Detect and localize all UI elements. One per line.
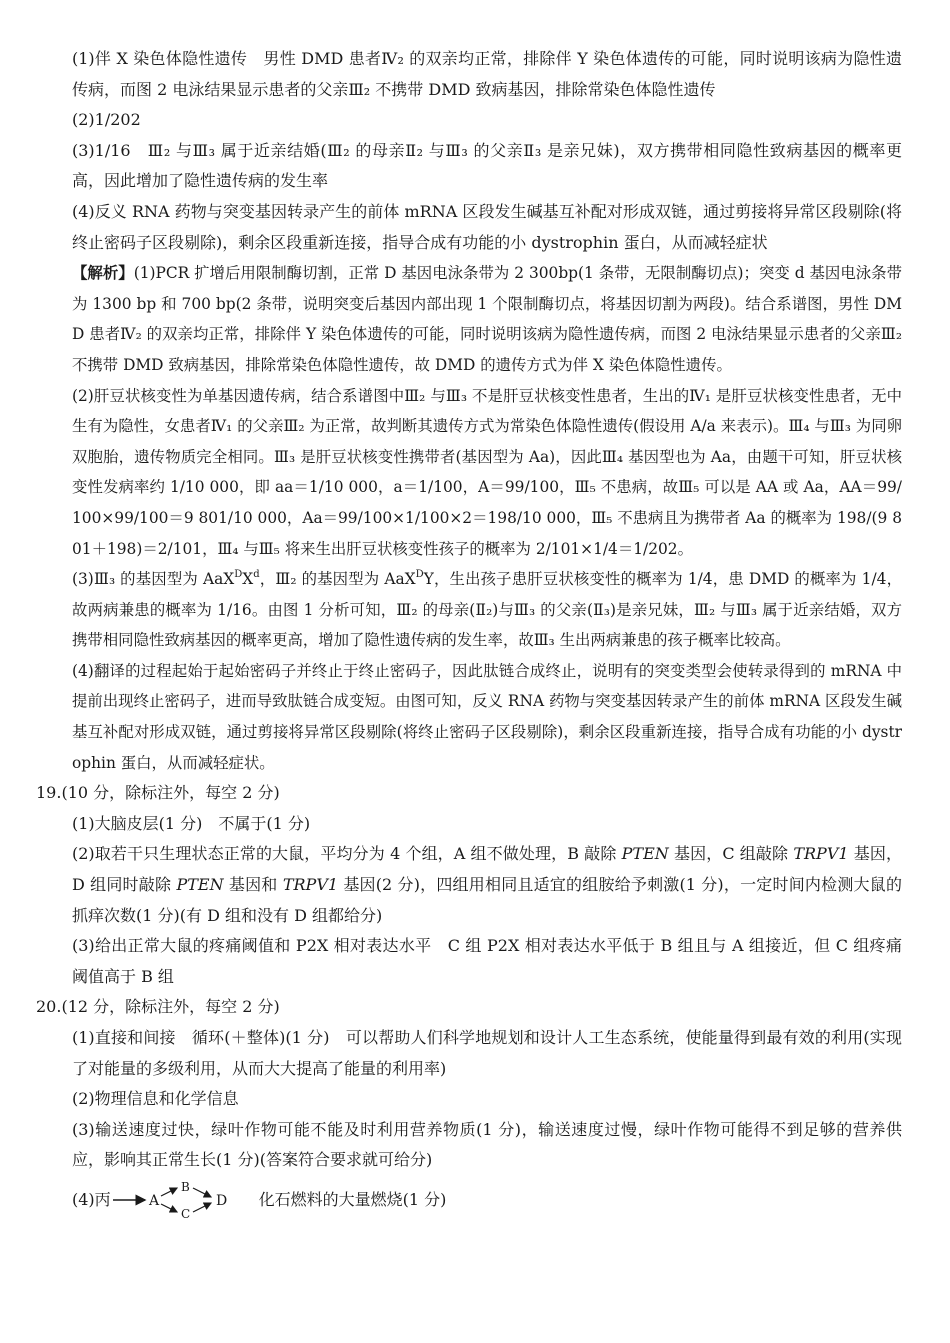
q19-a2-part-b: 基因，C 组敲除 xyxy=(668,844,794,864)
food-chain-svg xyxy=(111,1180,241,1220)
q19-answer-2 xyxy=(72,839,902,931)
q18-explanation-4: (4)翻译的过程起始于起始密码子并终止于终止密码子，因此肽链合成终止，说明有的突变类型会使转录得到的 mRNA 中提前出现终止密码子，进而导致肽链合成变短。由图可知，反义 RNA 药物与突变基因转录产生的前体 mRNA 区段发生碱基互补配对形成双链，通过剪接将异常区段剔除(将终止密码子区段剔除)，剩余区段重新连接，指导合成有功能的小 dystrophin 蛋白，从而减轻症状。 xyxy=(72,661,902,772)
q20-heading: 20.(12 分，除标注外，每空 2 分) xyxy=(36,997,280,1017)
q18-e3-part-d: Y，生出孩子患肝豆状核变性的概率为 1/4，患 DMD 的概率为 1/4，故两病兼患的概率为 1/16。由图 1 分析可知，Ⅲ₂ 的母亲(Ⅱ₂)与Ⅲ₃ 的父亲(Ⅱ₃)是亲兄妹，Ⅲ₂ 与Ⅲ₃ 属于近亲结婚，双方携带相同隐性致病基因的概率更高，增加了隐性遗传病的发生率，故Ⅲ₃ 生出两病兼患的孩子概率比较高。 xyxy=(72,570,902,650)
q18-e3-sup-2: d xyxy=(253,569,260,581)
q18-e3-part-c: ，Ⅲ₂ 的基因型为 AaX xyxy=(259,570,416,589)
q20-answer-3: (3)输送速度过快，绿叶作物可能不能及时利用营养物质(1 分)，输送速度过慢，绿叶作物可能得不到足够的营养供应，影响其正常生长(1 分)(答案符合要求就可给分) xyxy=(72,1119,902,1170)
gene-pten-2: PTEN xyxy=(176,875,224,895)
q19-a2-part-d: 基因和 xyxy=(223,875,283,895)
q19-answer-1: (1)大脑皮层(1 分) 不属于(1 分) xyxy=(72,813,311,833)
q19-heading: 19.(10 分，除标注外，每空 2 分) xyxy=(36,783,280,803)
gene-trpv1: TRPV1 xyxy=(793,844,849,864)
q19-answer-3: (3)给出正常大鼠的疼痛阈值和 P2X 相对表达水平 C 组 P2X 相对表达水平低于 B 组且与 A 组接近，但 C 组疼痛阈值高于 B 组 xyxy=(72,936,902,986)
q18-explanation-1 xyxy=(72,258,902,380)
jiexi-label: 【解析】 xyxy=(72,264,134,283)
q19-a2-part-e: 基因(2 分)，四组用相同且适宜的组胺给予刺激(1 分)，一定时间内检测大鼠的抓痒次数(1 分)(有 D 组和没有 D 组都给分) xyxy=(72,875,902,925)
q18-answer-3: (3)1/16 Ⅲ₂ 与Ⅲ₃ 属于近亲结婚(Ⅲ₂ 的母亲Ⅱ₂ 与Ⅲ₃ 的父亲Ⅱ₃ 是亲兄妹)，双方携带相同隐性致病基因的概率更高，因此增加了隐性遗传病的发生率 xyxy=(72,140,902,191)
q18-explanation-2: (2)肝豆状核变性为单基因遗传病，结合系谱图中Ⅲ₂ 与Ⅲ₃ 不是肝豆状核变性患者，生出的Ⅳ₁ 是肝豆状核变性患者，无中生有为隐性，女患者Ⅳ₁ 的父亲Ⅲ₂ 为正常，故判断其遗传方式为常染色体隐性遗传(假设用 A/a 来表示)。Ⅲ₄ 与Ⅲ₃ 为同卵双胞胎，遗传物质完全相同。Ⅲ₃ 是肝豆状核变性携带者(基因型为 Aa)，因此Ⅲ₄ 基因型也为 Aa，由题干可知，肝豆状核变性发病率约 1/10 000，即 aa＝1/10 000，a＝1/100，A＝99/100，Ⅲ₅ 不患病，故Ⅲ₅ 可以是 AA 或 Aa，AA＝99/100×99/100＝9 801/10 000，Aa＝99/100×1/100×2＝198/10 000，Ⅲ₅ 不患病且为携带者 Aa 的概率为 198/(9 801＋198)＝2/101，Ⅲ₄ 与Ⅲ₅ 将来生出肝豆状核变性孩子的概率为 2/101×1/4＝1/202。 xyxy=(72,386,902,558)
q18-e3-part-a: (3)Ⅲ₃ 的基因型为 AaX xyxy=(72,570,235,589)
q20-answer-1: (1)直接和间接 循环(＋整体)(1 分) 可以帮助人们科学地规划和设计人工生态系统，使能量得到最有效的利用(实现了对能量的多级利用，从而大大提高了能量的利用率) xyxy=(72,1028,902,1078)
q18-answer-2: (2)1/202 xyxy=(72,110,141,130)
arrow-b-d xyxy=(193,1188,211,1197)
q18-e3-part-b: X xyxy=(242,570,254,589)
q18-answer-4: (4)反义 RNA 药物与突变基因转录产生的前体 mRNA 区段发生碱基互补配对形成双链，通过剪接将异常区段剔除(将终止密码子区段剔除)，剩余区段重新连接，指导合成有功能的小 dystrophin 蛋白，从而减轻症状 xyxy=(72,201,902,252)
gene-trpv1-2: TRPV1 xyxy=(282,875,339,895)
chain-prefix: (4)丙 xyxy=(72,1189,111,1209)
q18-e3-sup-1: D xyxy=(234,569,243,581)
node-c: C xyxy=(180,1206,190,1220)
q20-answer-2: (2)物理信息和化学信息 xyxy=(72,1089,239,1109)
arrow-a-b xyxy=(161,1188,177,1196)
food-chain-diagram xyxy=(72,1180,902,1220)
q19-a2-part-c: 基因，D 组同时敲除 xyxy=(72,844,902,895)
q18-explanation-3 xyxy=(72,564,902,656)
q18-explanation-1-text: (1)PCR 扩增后用限制酶切割，正常 D 基因电泳条带为 2 300bp(1 条带，无限制酶切点)；突变 d 基因电泳条带为 1300 bp 和 700 bp(2 条带，说明突变后基因内部出现 1 个限制酶切点，将基因切割为两段)。结合系谱图，男性 DMD 患者Ⅳ₂ 的双亲均正常，排除伴 Y 染色体遗传的可能，同时说明该病为隐性遗传病，而图 2 电泳结果显示患者的父亲Ⅲ₂ 不携带 DMD 致病基因，排除常染色体隐性遗传，故 DMD 的遗传方式为伴 X 染色体隐性遗传。 xyxy=(72,264,902,374)
q19-a2-part-a: (2)取若干只生理状态正常的大鼠，平均分为 4 个组，A 组不做处理，B 敲除 xyxy=(72,844,622,864)
node-a: A xyxy=(148,1192,159,1209)
q18-answer-1: (1)伴 X 染色体隐性遗传 男性 DMD 患者Ⅳ₂ 的双亲均正常，排除伴 Y 染色体遗传的可能，同时说明该病为隐性遗传病，而图 2 电泳结果显示患者的父亲Ⅲ₂ 不携带 DMD 致病基因，排除常染色体隐性遗传 xyxy=(72,49,902,99)
q18-e3-sup-3: D xyxy=(415,569,424,581)
gene-pten: PTEN xyxy=(621,844,669,864)
node-b: B xyxy=(180,1179,190,1194)
arrow-a-c xyxy=(161,1204,177,1212)
arrow-c-d xyxy=(193,1203,211,1212)
node-d: D xyxy=(215,1192,227,1209)
chain-suffix: 化石燃料的大量燃烧(1 分) xyxy=(258,1189,447,1209)
